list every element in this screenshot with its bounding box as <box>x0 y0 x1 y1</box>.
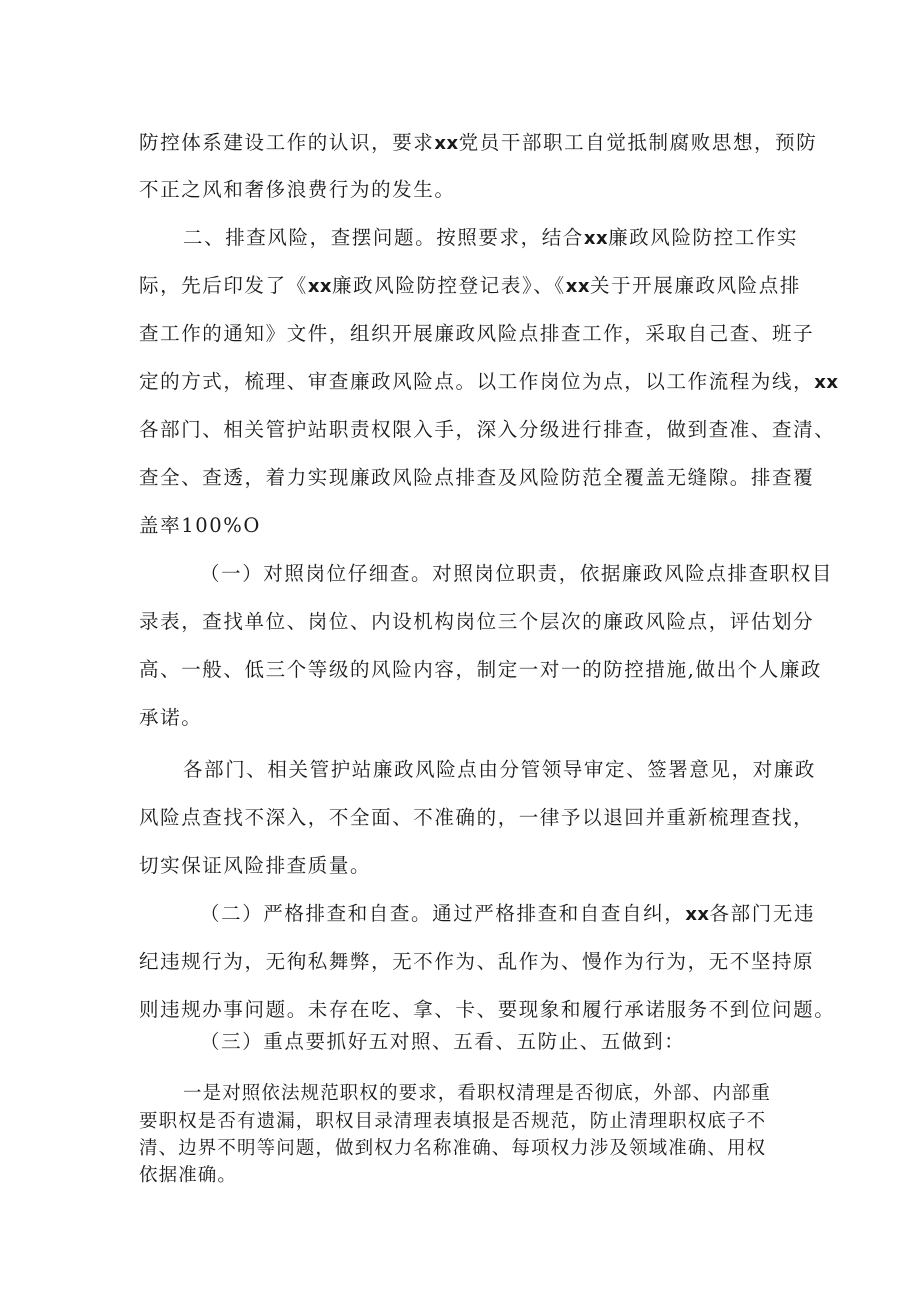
paragraph-line: （三）重点要抓好五对照、五看、五防止、五做到： <box>200 1030 686 1053</box>
paragraph-line: 切实保证风险排查质量。 <box>139 854 372 877</box>
paragraph-line: 依据准确。 <box>139 1165 238 1186</box>
paragraph-line: （一）对照岗位仔细查。对照岗位职责，依据廉政风险点排查职权目 <box>200 562 834 585</box>
paragraph-line: 纪违规行为，无徇私舞弊，无不作为、乱作为、慢作为行为，无不坚持原 <box>139 950 815 973</box>
paragraph-line: 不正之风和奢侈浪费行为的发生。 <box>139 178 456 201</box>
paragraph-line: 二、排查风险，查摆问题。按照要求，结合xx廉政风险防控工作实 <box>183 226 799 249</box>
paragraph-line: 各部门、相关管护站职责权限入手，深入分级进行排查，做到查准、查清、 <box>139 418 836 441</box>
paragraph-line: 一是对照依法规范职权的要求，看职权清理是否彻底，外部、内部重 <box>183 1083 772 1104</box>
paragraph-line: 各部门、相关管护站廉政风险点由分管领导审定、签署意见，对廉政 <box>183 758 817 781</box>
paragraph-line: 清、边界不明等问题，做到权力名称准确、每项权力涉及领域准确、用权 <box>139 1138 767 1159</box>
paragraph-line: 盖率100%O <box>139 514 261 537</box>
paragraph-line: （二）严格排查和自查。通过严格排查和自查自纠，xx各部门无违 <box>200 902 816 925</box>
paragraph-line: 要职权是否有遗漏，职权目录清理表填报是否规范，防止清理职权底子不 <box>139 1111 767 1132</box>
paragraph-line: 防控体系建设工作的认识，要求xx党员干部职工自觉抵制腐败思想，预防 <box>139 131 818 154</box>
paragraph-line: 承诺。 <box>139 706 203 729</box>
paragraph-line: 际，先后印发了《xx廉政风险防控登记表》、《xx关于开展廉政风险点排 <box>139 274 801 297</box>
paragraph-line: 录表，查找单位、岗位、内设机构岗位三个层次的廉政风险点，评估划分 <box>139 610 815 633</box>
paragraph-line: 高、一般、低三个等级的风险内容，制定一对一的防控措施,做出个人廉政 <box>139 658 822 681</box>
paragraph-line: 查工作的通知》文件，组织开展廉政风险点排查工作，采取自己查、班子 <box>139 322 815 345</box>
paragraph-line: 风险点查找不深入，不全面、不准确的，一律予以退回并重新梳理查找， <box>139 806 815 829</box>
paragraph-line: 定的方式，梳理、审查廉政风险点。以工作岗位为点，以工作流程为线，xx <box>139 370 839 393</box>
paragraph-line: 则违规办事问题。未存在吃、拿、卡、要现象和履行承诺服务不到位问题。 <box>139 998 836 1021</box>
paragraph-line: 查全、查透，着力实现廉政风险点排查及风险防范全覆盖无缝隙。排查覆 <box>139 466 815 489</box>
